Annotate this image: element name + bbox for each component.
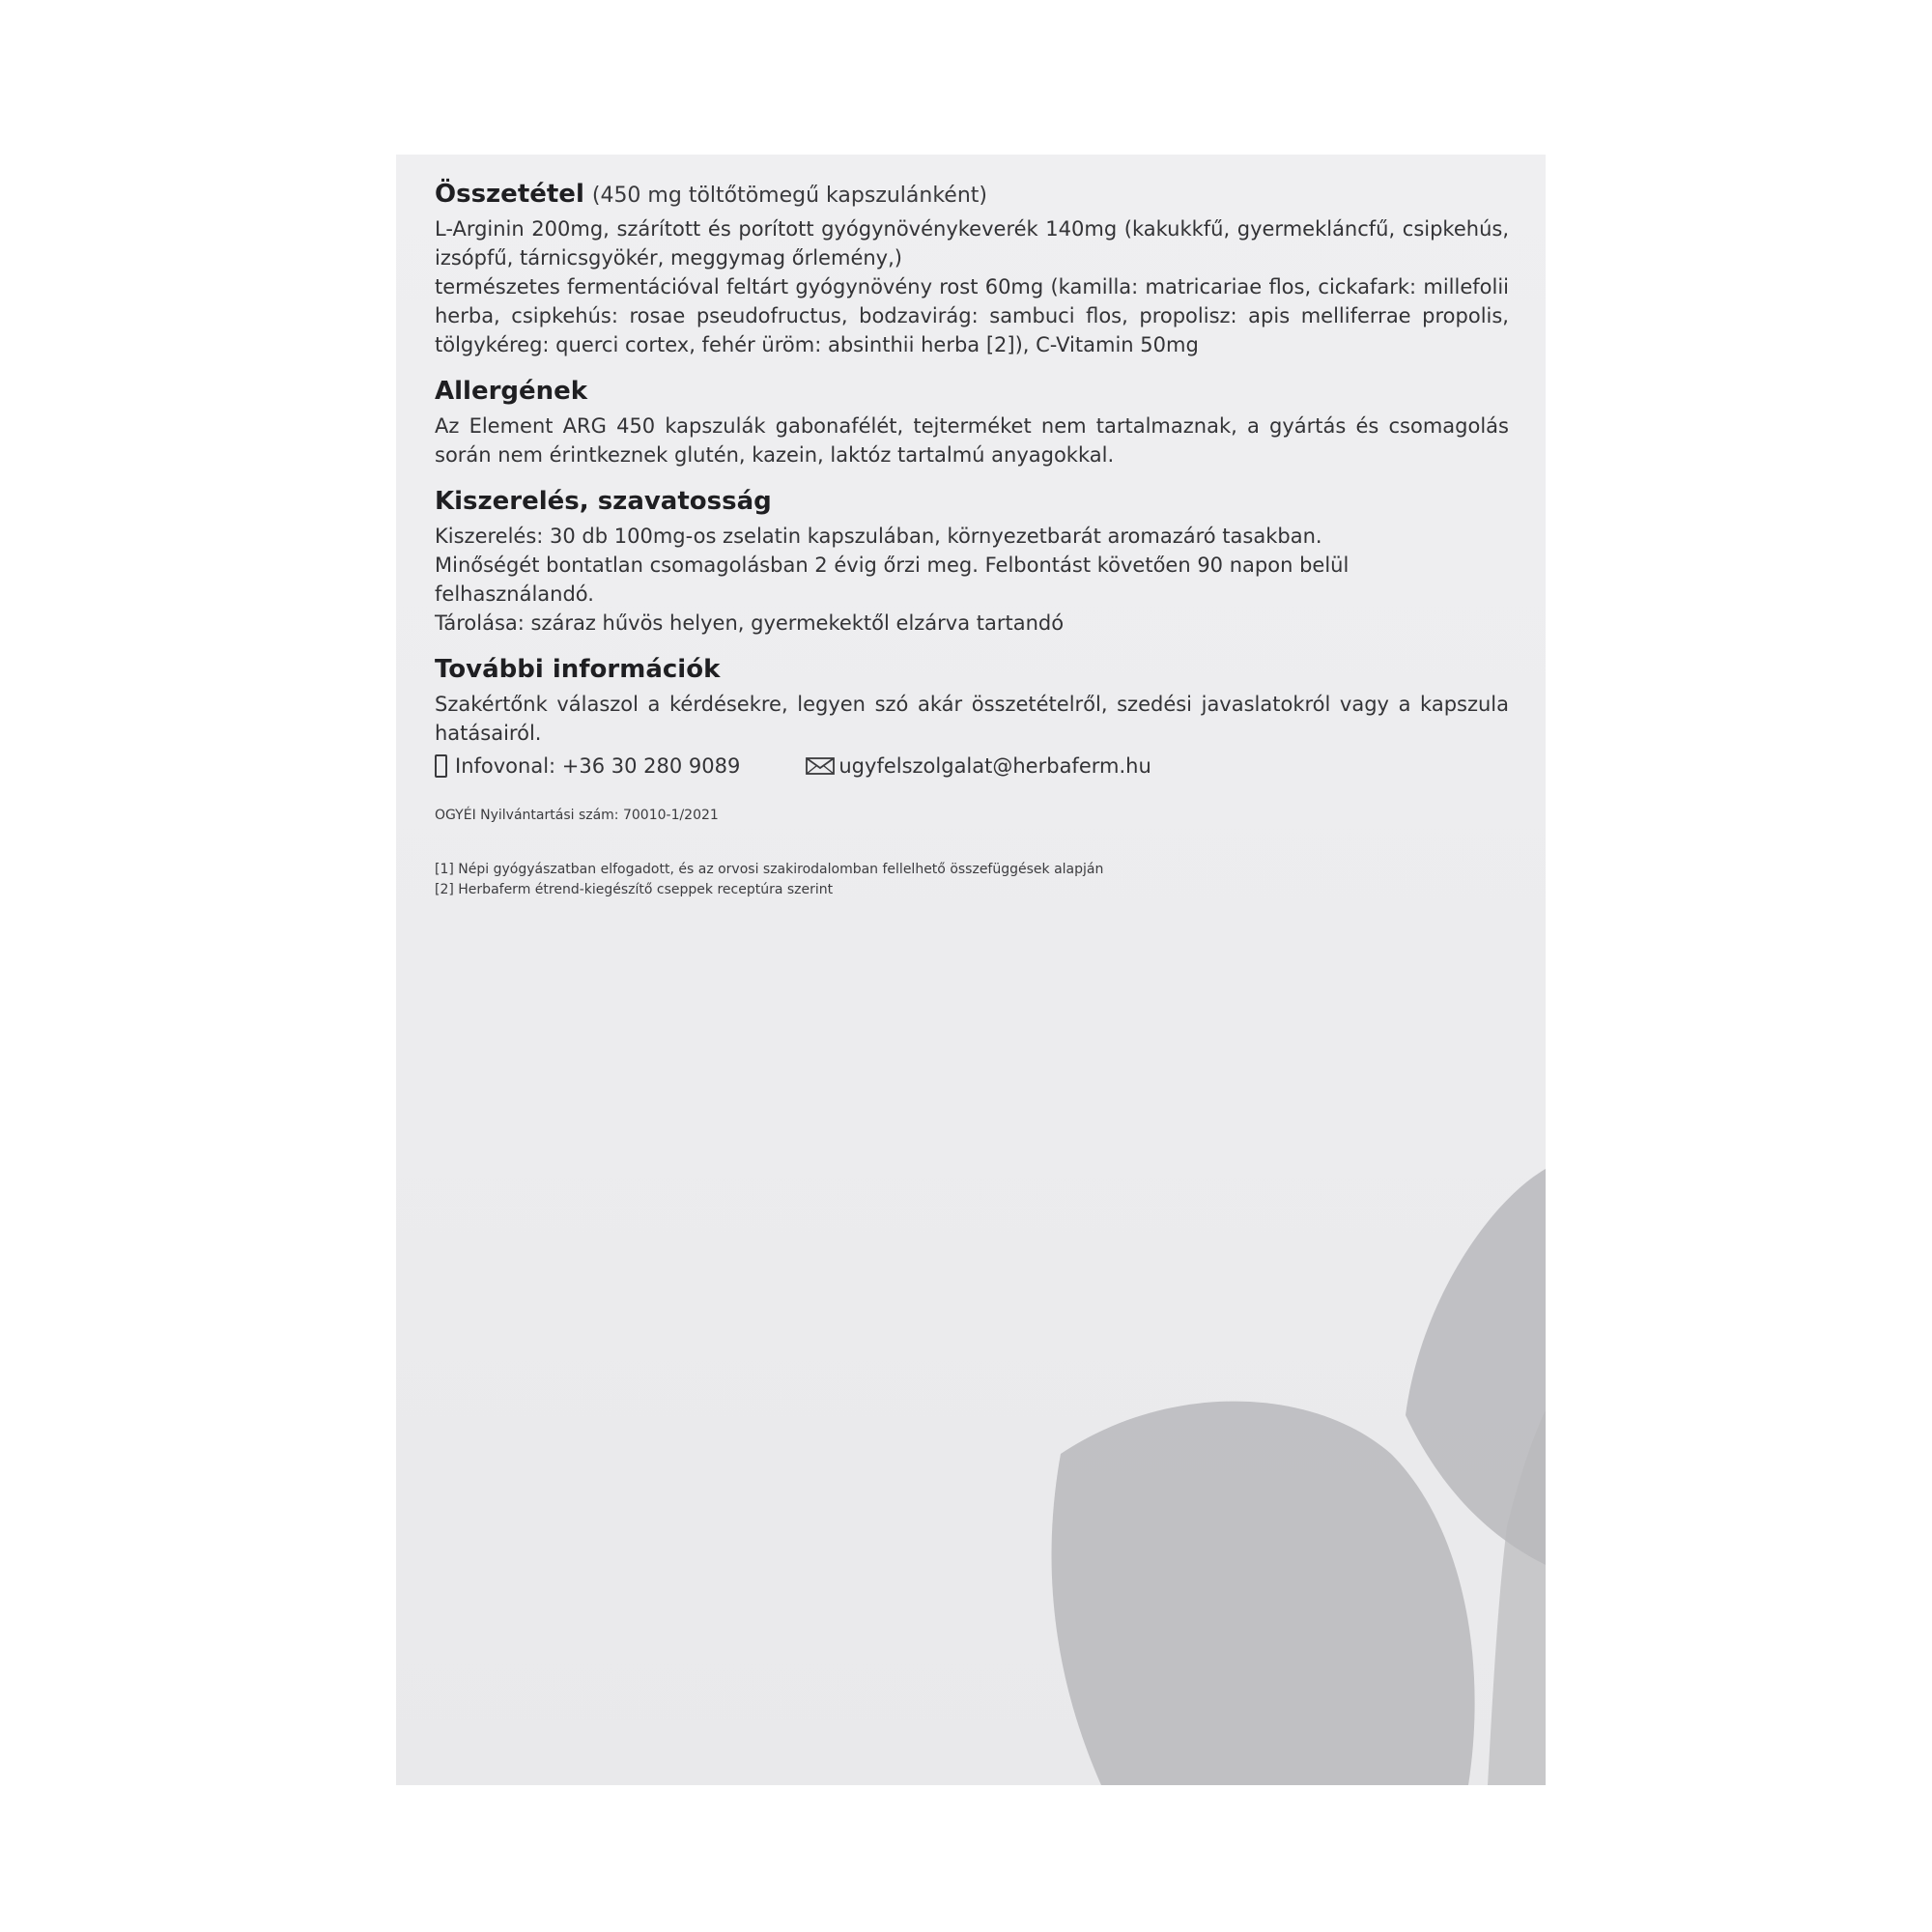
composition-paragraph-1: L-Arginin 200mg, szárított és porított gyógynövénykeverék 140mg (kakukkfű, gyermekláncfű, csipkehús, izsópfű, tárnicsgyökér, meggymag őrlemény,)	[435, 217, 1509, 270]
envelope-icon	[806, 756, 835, 776]
packaging-line-2: Minőségét bontatlan csomagolásban 2 évig őrzi meg. Felbontást követően 90 napon belül felhasználandó.	[435, 554, 1350, 606]
email-text: ugyfelszolgalat@herbaferm.hu	[838, 754, 1151, 778]
composition-heading: Összetétel	[435, 180, 584, 209]
allergens-heading: Allergének	[435, 377, 588, 406]
packaging-line-1: Kiszerelés: 30 db 100mg-os zselatin kapszulában, környezetbarát aromazáró tasakban.	[435, 525, 1322, 548]
more-info-paragraph: Szakértőnk válaszol a kérdésekre, legyen szó akár összetételről, szedési javaslatokról vagy a kapszula hatásairól.	[435, 693, 1509, 745]
more-info-section	[435, 655, 1509, 781]
phone-text: Infovonal: +36 30 280 9089	[455, 754, 741, 778]
composition-note: (450 mg töltőtömegű kapszulánként)	[591, 184, 987, 208]
allergens-section	[435, 377, 1509, 469]
leaf-shape-upper	[1406, 1169, 1546, 1565]
email-contact	[806, 752, 1151, 781]
leaflet-sheet	[396, 155, 1546, 1785]
leaf-shape-left	[1052, 1402, 1475, 1785]
packaging-section	[435, 487, 1509, 638]
packaging-heading: Kiszerelés, szavatosság	[435, 487, 772, 516]
footnote-2: [2] Herbaferm étrend-kiegészítő cseppek receptúra szerint	[435, 882, 834, 897]
footnotes	[435, 860, 1509, 900]
composition-section	[435, 180, 1509, 359]
allergens-paragraph: Az Element ARG 450 kapszulák gabonafélét, tejterméket nem tartalmaznak, a gyártás és csomagolás során nem érintkeznek glutén, kazein, laktóz tartalmú anyagokkal.	[435, 414, 1509, 467]
phone-contact	[435, 752, 740, 781]
packaging-line-3: Tárolása: száraz hűvös helyen, gyermekektől elzárva tartandó	[435, 611, 1065, 635]
composition-paragraph-2: természetes fermentációval feltárt gyógynövény rost 60mg (kamilla: matricariae flos, cickafark: millefolii herba, csipkehús: rosae pseudofructus, bodzavirág: sambuci flos, propolisz: apis melliferrae propolis, tölgykéreg: querci cortex, fehér üröm: absinthii herba [2]), C-Vitamin 50mg	[435, 275, 1509, 356]
leaf-shape-right	[1488, 1410, 1546, 1785]
leaflet-content	[435, 180, 1509, 900]
more-info-heading: További információk	[435, 655, 721, 684]
registration-number: OGYÉI Nyilvántartási szám: 70010-1/2021	[435, 808, 719, 823]
footnote-1: [1] Népi gyógyászatban elfogadott, és az orvosi szakirodalomban fellelhető összefüggések alapján	[435, 862, 1104, 877]
phone-icon	[435, 754, 447, 778]
contact-row	[435, 752, 1509, 781]
